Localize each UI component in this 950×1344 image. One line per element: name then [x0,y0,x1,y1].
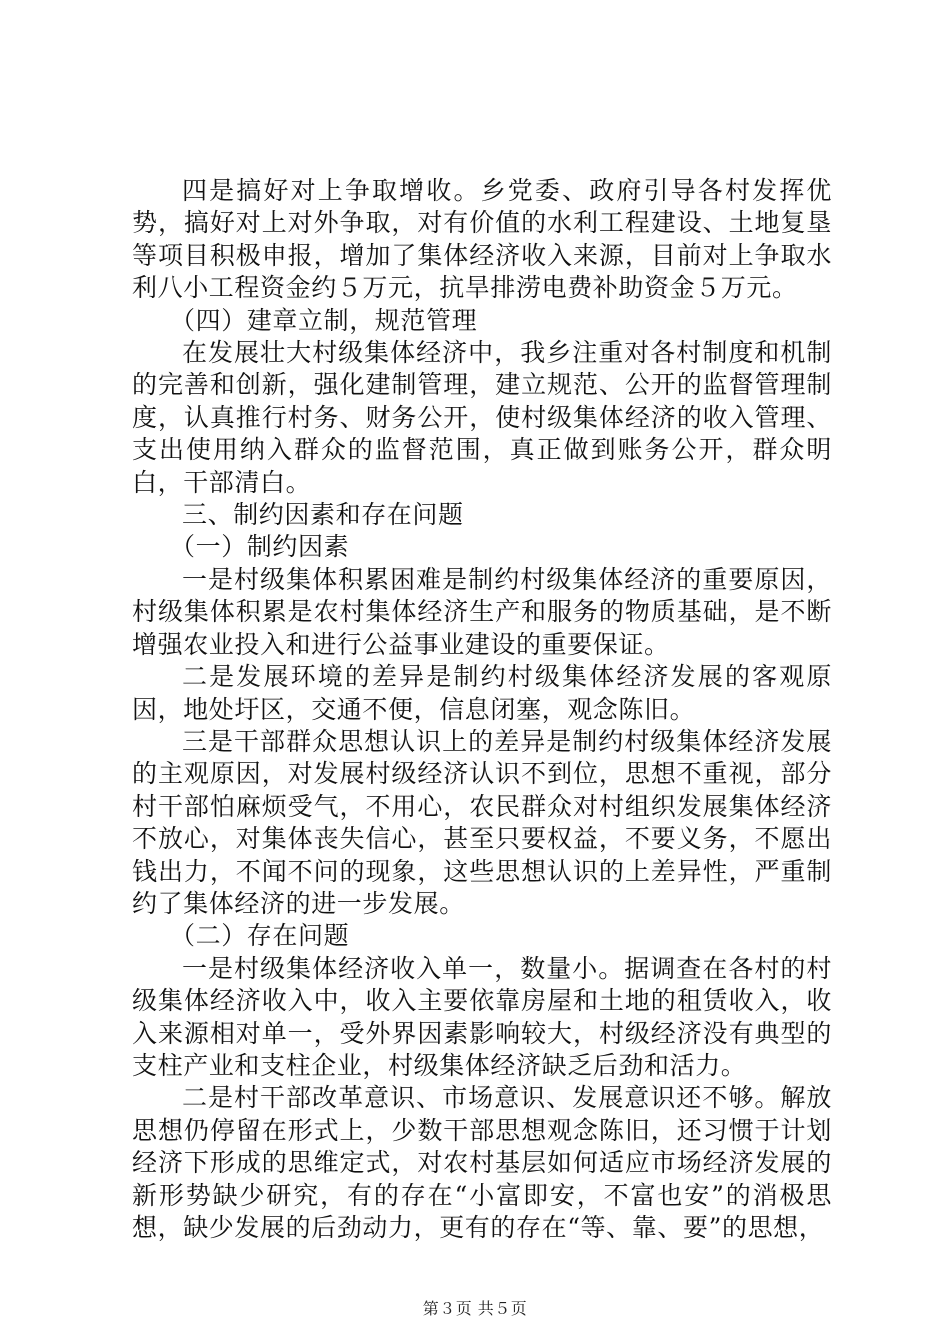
paragraph: 在发展壮大村级集体经济中，我乡注重对各村制度和机制的完善和创新，强化建制管理，建立规范、公开的监督管理制度，认真推行村务、财务公开，使村级集体经济的收入管理、支出使用纳入群众的监督范围，真正做到账务公开，群众明白，干部清白。 [132,338,832,497]
paragraph: 三是干部群众思想认识上的差异是制约村级集体经济发展的主观原因，对发展村级经济认识不到位，思想不重视，部分村干部怕麻烦受气，不用心，农民群众对村组织发展集体经济不放心，对集体丧失信心，甚至只要权益，不要义务，不愿出钱出力，不闻不问的现象，这些思想认识的上差异性，严重制约了集体经济的进一步发展。 [132,726,832,918]
section-subheading: （二）存在问题 [170,921,350,951]
page-number-footer: 第３页 共５页 [422,1299,528,1318]
document-body [132,175,832,1244]
paragraph: 二是村干部改革意识、市场意识、发展意识还不够。解放思想仍停留在形式上，少数干部思想观念陈旧，还习惯于计划经济下形成的思维定式，对农村基层如何适应市场经济发展的新形势缺少研究，有的存在“小富即安，不富也安”的消极思想，缺少发展的后劲动力，更有的存在“等、靠、要”的思想， [132,1083,832,1242]
paragraph: 二是发展环境的差异是制约村级集体经济发展的客观原因，地处圩区，交通不便，信息闭塞，观念陈旧。 [132,662,832,724]
section-subheading: （四）建章立制，规范管理 [170,305,478,335]
section-heading: 三、制约因素和存在问题 [182,500,464,530]
paragraph: 四是搞好对上争取增收。乡党委、政府引导各村发挥优势，搞好对上对外争取，对有价值的水利工程建设、土地复垦等项目积极申报，增加了集体经济收入来源，目前对上争取水利八小工程资金约５万元，抗旱排涝电费补助资金５万元。 [132,176,832,303]
paragraph: 一是村级集体经济收入单一，数量小。据调查在各村的村级集体经济收入中，收入主要依靠房屋和土地的租赁收入，收入来源相对单一，受外界因素影响较大，村级经济没有典型的支柱产业和支柱企业，村级集体经济缺乏后劲和活力。 [132,953,832,1080]
paragraph: 一是村级集体积累困难是制约村级集体经济的重要原因，村级集体积累是农村集体经济生产和服务的物质基础，是不断增强农业投入和进行公益事业建设的重要保证。 [132,564,832,659]
section-subheading: （一）制约因素 [170,532,350,562]
